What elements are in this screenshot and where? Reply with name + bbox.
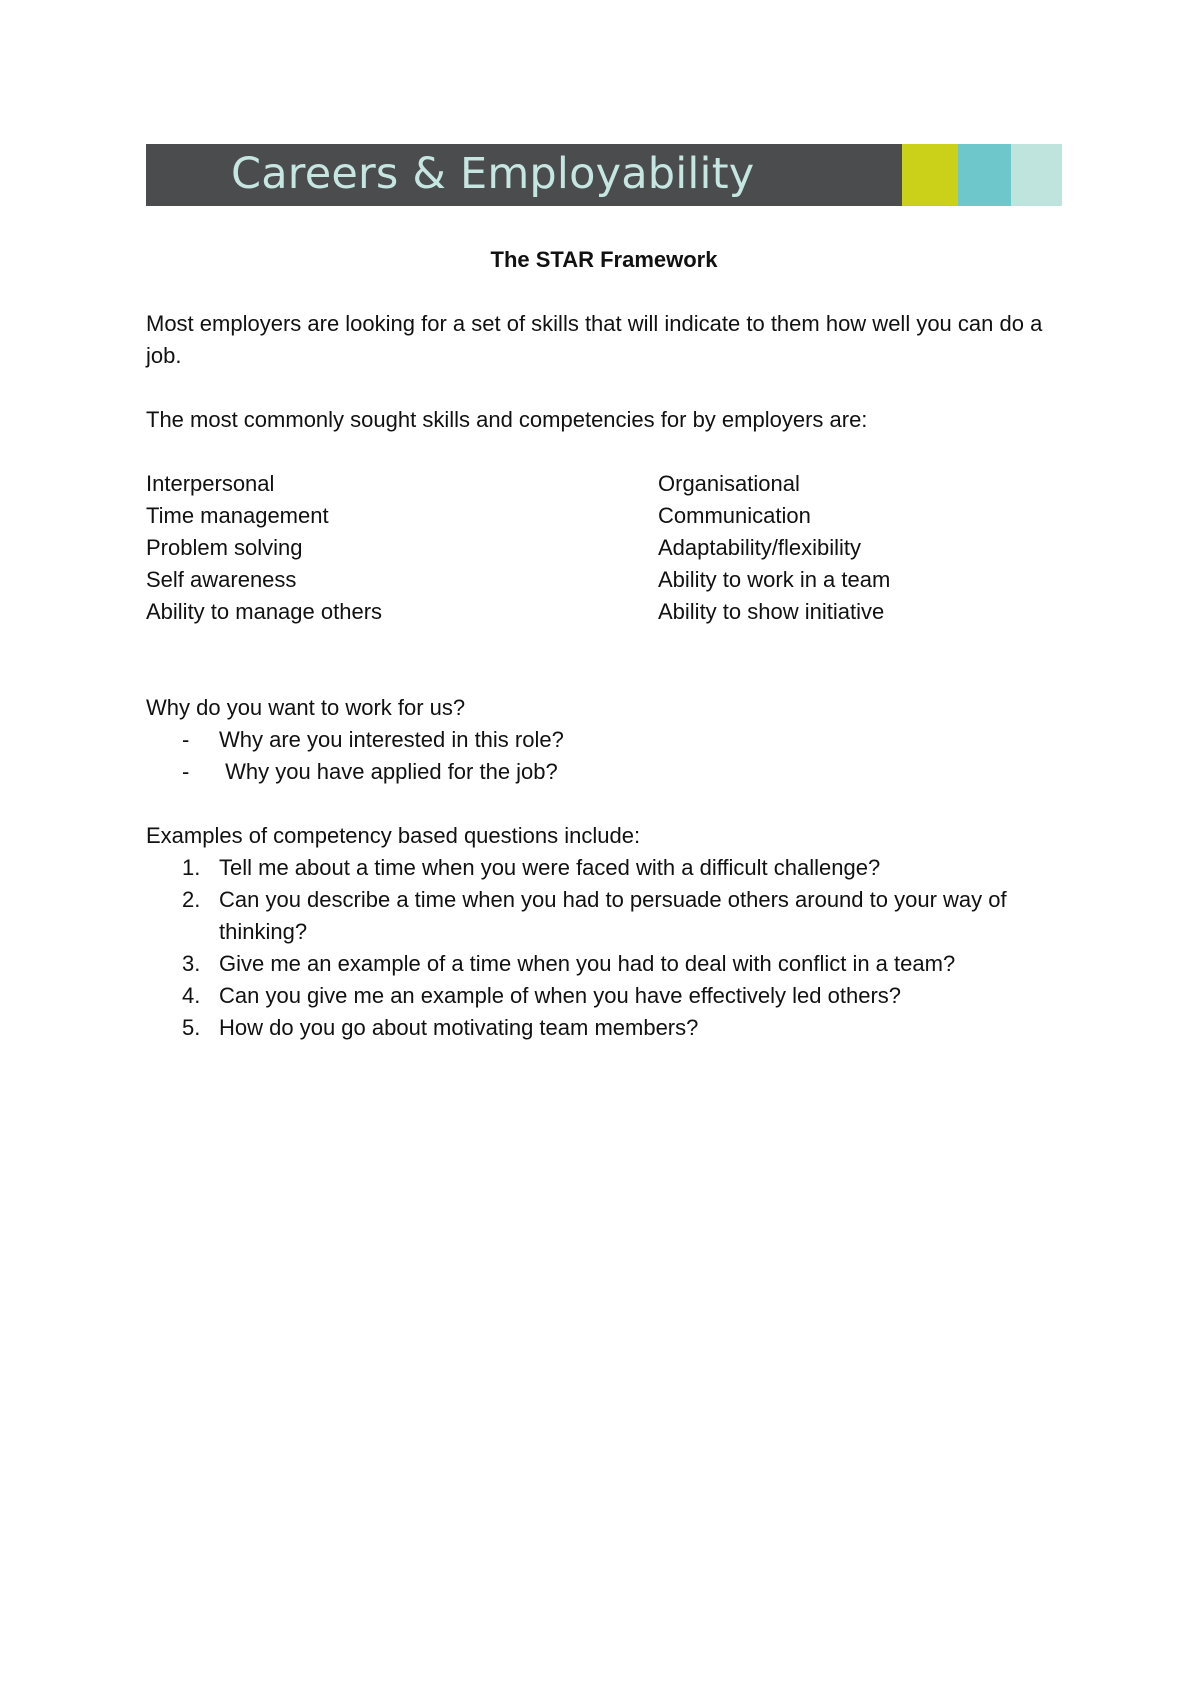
careers-banner [146,144,1062,206]
skill-item: Ability to manage others [146,599,383,624]
banner-title: Careers & Employability [231,149,755,199]
list-item-text: Tell me about a time when you were faced with a difficult challenge? [219,855,881,880]
skill-item: Communication [658,503,811,528]
list-number: 4. [182,983,201,1008]
why-question: Why do you want to work for us? [146,695,466,720]
list-item-text: Why you have applied for the job? [219,759,558,784]
banner-swatch-lime [902,144,958,206]
skill-item: Organisational [658,471,800,496]
list-item [146,948,1062,980]
list-item [146,1012,1062,1044]
banner-swatch-teal [958,144,1011,206]
list-item-text: How do you go about motivating team members? [219,1015,699,1040]
skill-item: Interpersonal [146,471,275,496]
dash-bullet: - [182,727,190,752]
intro-paragraph: Most employers are looking for a set of skills that will indicate to them how well you can do a job. [146,311,1043,368]
list-item-text: Can you give me an example of when you have effectively led others? [219,983,901,1008]
banner-title-block [146,144,902,206]
list-number: 3. [182,951,201,976]
spacer [146,628,1062,660]
spacer [146,660,1062,692]
list-item [146,852,1062,884]
skill-item: Time management [146,503,329,528]
list-item-text: Why are you interested in this role? [219,727,564,752]
list-item-text: Can you describe a time when you had to persuade others around to your way of thinking? [219,887,1007,944]
spacer [146,788,1062,820]
list-item [146,756,1062,788]
skills-grid [146,468,1062,628]
document-body [146,244,1062,1044]
document-title: The STAR Framework [490,247,718,272]
skill-item: Adaptability/flexibility [658,535,861,560]
spacer [146,436,1062,468]
why-subitems-list [146,724,1062,788]
list-item [146,980,1062,1012]
skill-item: Problem solving [146,535,303,560]
skill-item: Self awareness [146,567,297,592]
list-number: 1. [182,855,201,880]
spacer [146,372,1062,404]
skill-item: Ability to work in a team [658,567,891,592]
list-number: 2. [182,887,201,912]
banner-swatch-mint [1011,144,1062,206]
examples-intro: Examples of competency based questions include: [146,823,641,848]
skills-intro: The most commonly sought skills and competencies for by employers are: [146,407,868,432]
list-item [146,884,1062,948]
list-number: 5. [182,1015,201,1040]
skill-item: Ability to show initiative [658,599,885,624]
list-item [146,724,1062,756]
list-item-text: Give me an example of a time when you had to deal with conflict in a team? [219,951,956,976]
examples-list [146,852,1062,1044]
dash-bullet: - [182,759,190,784]
